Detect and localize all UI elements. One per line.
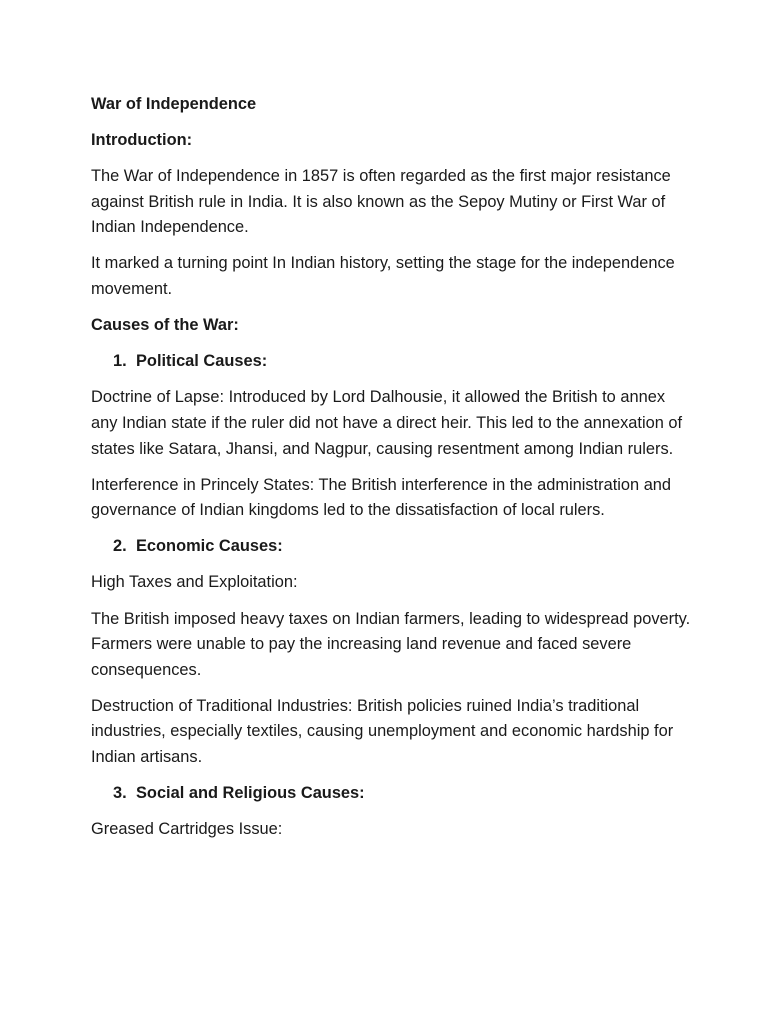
section-heading-social-religious — [91, 781, 691, 807]
section-title: Economic Causes: — [136, 537, 283, 556]
introduction-heading: Introduction: — [91, 131, 193, 150]
body-paragraph: High Taxes and Exploitation: — [91, 573, 298, 592]
list-number: 3. — [113, 784, 127, 803]
body-paragraph: Doctrine of Lapse: Introduced by Lord Dalhousie, it allowed the British to annex any Indian state if the ruler did not have a direct heir. This led to the annexation of states like Satara, Jhansi, and Nagpur, causing resentment among Indian rulers. — [91, 388, 683, 458]
section-title: Social and Religious Causes: — [136, 784, 365, 803]
body-paragraph: Destruction of Traditional Industries: British policies ruined India’s traditional industries, especially textiles, causing unemployment and economic hardship for Indian artisans. — [91, 696, 674, 766]
intro-paragraph: The War of Independence in 1857 is often regarded as the first major resistance against British rule in India. It is also known as the Sepoy Mutiny or First War of Indian Independence. — [91, 167, 671, 237]
section-heading-economic — [91, 534, 691, 560]
intro-paragraph: It marked a turning point In Indian history, setting the stage for the independence movement. — [91, 254, 675, 299]
body-paragraph: The British imposed heavy taxes on Indian farmers, leading to widespread poverty. Farmers were unable to pay the increasing land revenue and faced severe consequences. — [91, 609, 691, 679]
body-paragraph: Greased Cartridges Issue: — [91, 820, 283, 839]
document-page — [91, 92, 691, 853]
list-number: 1. — [113, 352, 127, 371]
document-title: War of Independence — [91, 95, 257, 113]
section-title: Political Causes: — [136, 352, 268, 371]
section-heading-political — [91, 349, 691, 375]
causes-heading: Causes of the War: — [91, 316, 239, 335]
body-paragraph: Interference in Princely States: The British interference in the administration and governance of Indian kingdoms led to the dissatisfaction of local rulers. — [91, 475, 672, 520]
list-number: 2. — [113, 537, 127, 556]
